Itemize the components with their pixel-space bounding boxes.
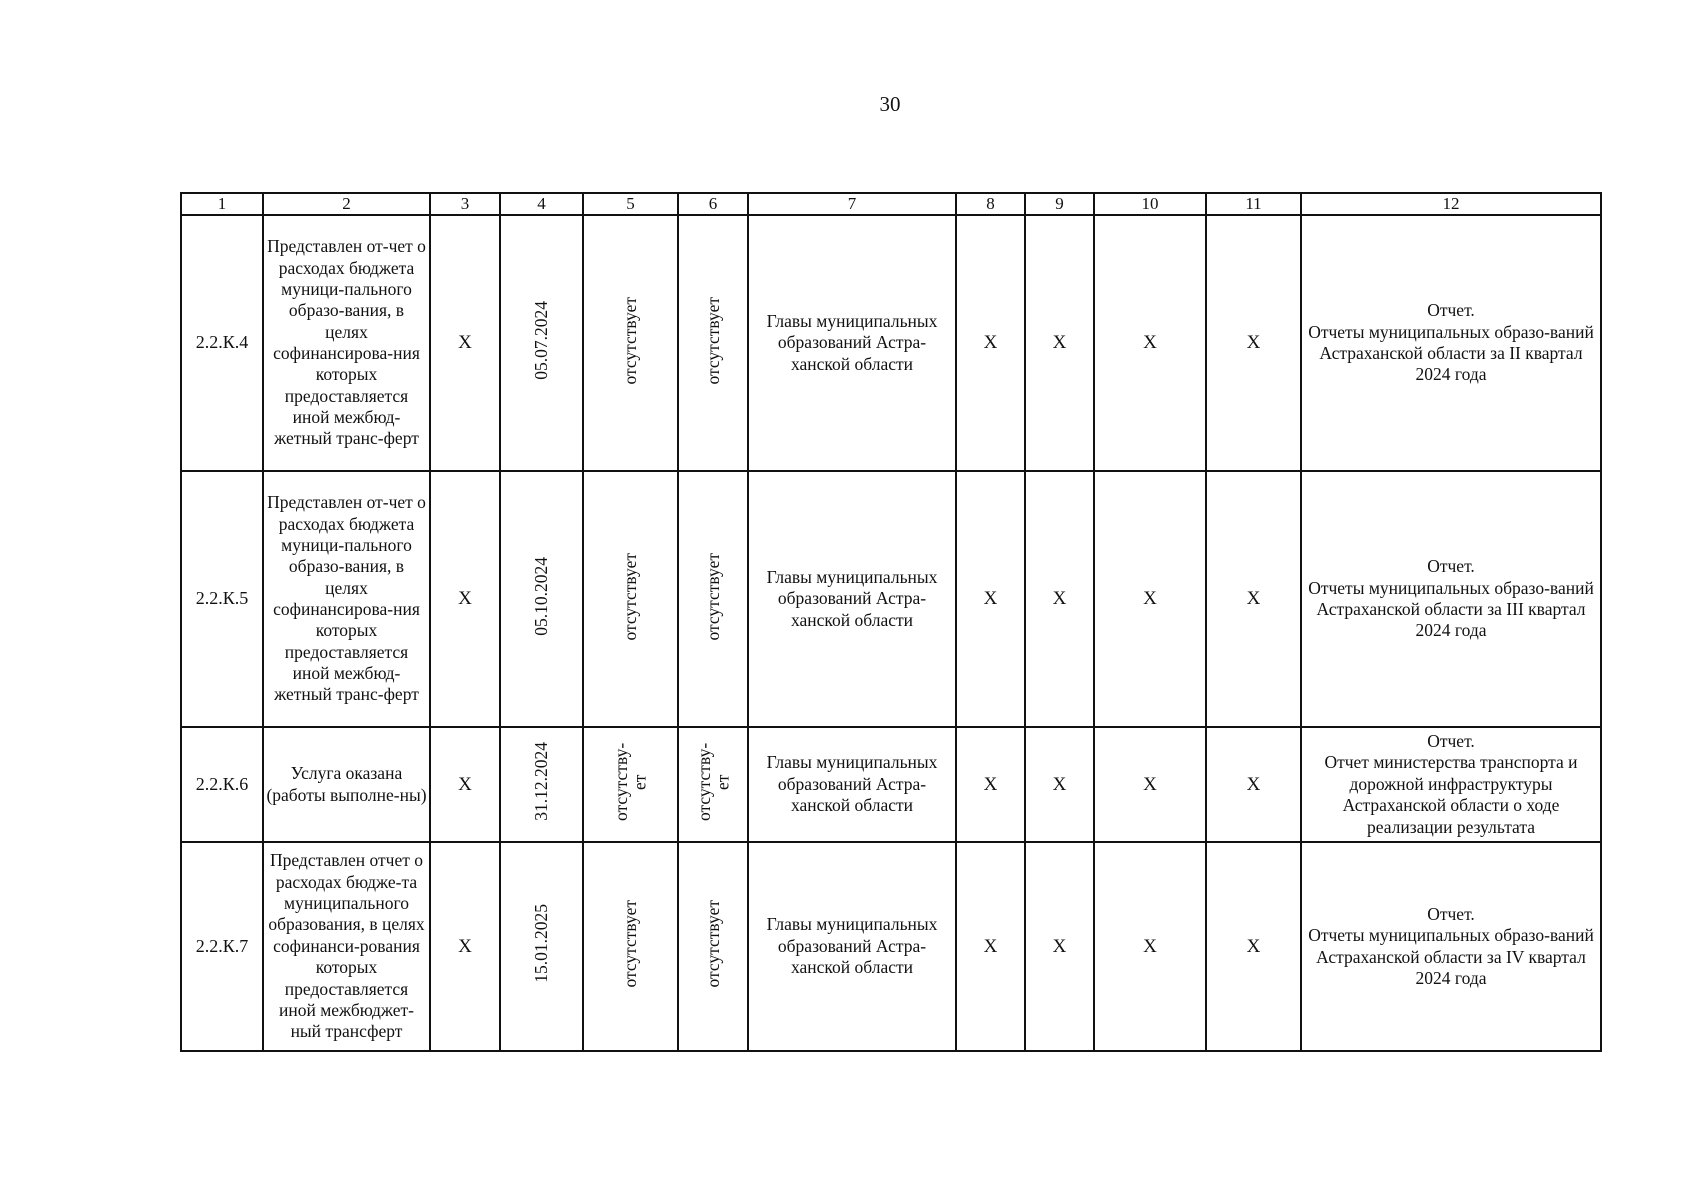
column-header: 9 — [1025, 193, 1094, 215]
row-responsible: Главы муниципальных образований Астра-ханской области — [748, 215, 956, 471]
table-header-row — [181, 193, 1601, 215]
col5-cell — [583, 471, 678, 727]
cell-x: X — [1206, 471, 1301, 727]
col5-cell — [583, 215, 678, 471]
result-text: Отчеты муниципальных образо-ваний Астраханской области за IV квартал 2024 года — [1308, 925, 1594, 988]
data-table — [180, 192, 1602, 1052]
row-col6: отсутствует — [702, 900, 723, 988]
row-code: 2.2.К.7 — [181, 842, 263, 1051]
row-date: 15.01.2025 — [531, 904, 552, 984]
cell-x: X — [430, 215, 500, 471]
result-text: Отчеты муниципальных образо-ваний Астраханской области за III квартал 2024 года — [1308, 577, 1594, 641]
row-description: Представлен отчет о расходах бюдже-та муниципального образования, в целях софинанси-рования которых предоставляется иной межбюджет-ный трансферт — [263, 842, 430, 1051]
cell-x: X — [956, 727, 1025, 842]
col6-cell — [678, 471, 748, 727]
row-responsible: Главы муниципальных образований Астра-ханской области — [748, 842, 956, 1051]
row-result — [1301, 215, 1601, 471]
row-col6: отсутству-ет — [693, 742, 732, 821]
row-result — [1301, 727, 1601, 842]
result-title: Отчет. — [1427, 731, 1475, 752]
date-cell — [500, 727, 583, 842]
column-header: 3 — [430, 193, 500, 215]
col6-cell — [678, 215, 748, 471]
row-result — [1301, 471, 1601, 727]
row-result — [1301, 842, 1601, 1051]
row-col5: отсутству-ет — [611, 742, 650, 821]
cell-x: X — [1094, 727, 1206, 842]
page-number: 30 — [879, 92, 901, 116]
column-header: 1 — [181, 193, 263, 215]
row-date: 05.10.2024 — [531, 556, 552, 636]
cell-x: X — [430, 842, 500, 1051]
row-col5: отсутствует — [620, 900, 641, 988]
date-cell — [500, 842, 583, 1051]
table-row — [181, 215, 1601, 471]
date-cell — [500, 215, 583, 471]
cell-x: X — [956, 471, 1025, 727]
result-text: Отчет министерства транспорта и дорожной инфраструктуры Астраханской области о ходе реализации результата — [1324, 752, 1578, 837]
cell-x: X — [956, 215, 1025, 471]
table-row — [181, 842, 1601, 1051]
column-header: 4 — [500, 193, 583, 215]
cell-x: X — [430, 471, 500, 727]
row-col5: отсутствует — [620, 296, 641, 385]
column-header: 6 — [678, 193, 748, 215]
row-description: Услуга оказана (работы выполне-ны) — [263, 727, 430, 842]
table-row — [181, 727, 1601, 842]
row-col6: отсутствует — [702, 552, 723, 641]
row-responsible: Главы муниципальных образований Астра-ханской области — [748, 727, 956, 842]
result-title: Отчет. — [1427, 300, 1475, 321]
cell-x: X — [1025, 727, 1094, 842]
row-responsible: Главы муниципальных образований Астра-ханской области — [748, 471, 956, 727]
cell-x: X — [1094, 471, 1206, 727]
column-header: 5 — [583, 193, 678, 215]
row-col5: отсутствует — [620, 552, 641, 641]
table-row — [181, 471, 1601, 727]
result-title: Отчет. — [1427, 556, 1475, 577]
row-code: 2.2.К.4 — [181, 215, 263, 471]
cell-x: X — [430, 727, 500, 842]
column-header: 2 — [263, 193, 430, 215]
cell-x: X — [956, 842, 1025, 1051]
cell-x: X — [1025, 471, 1094, 727]
date-cell — [500, 471, 583, 727]
cell-x: X — [1206, 215, 1301, 471]
column-header: 7 — [748, 193, 956, 215]
column-header: 11 — [1206, 193, 1301, 215]
col6-cell — [678, 842, 748, 1051]
row-date: 05.07.2024 — [531, 300, 552, 380]
cell-x: X — [1206, 727, 1301, 842]
row-description: Представлен от-чет о расходах бюджета муници-пального образо-вания, в целях софинансирова-ния которых предоставляется иной межбюд-жетный транс-ферт — [263, 215, 430, 471]
result-text: Отчеты муниципальных образо-ваний Астраханской области за II квартал 2024 года — [1308, 321, 1594, 385]
row-description: Представлен от-чет о расходах бюджета муници-пального образо-вания, в целях софинансирова-ния которых предоставляется иной межбюд-жетный транс-ферт — [263, 471, 430, 727]
col5-cell — [583, 727, 678, 842]
row-code: 2.2.К.6 — [181, 727, 263, 842]
col6-cell — [678, 727, 748, 842]
col5-cell — [583, 842, 678, 1051]
cell-x: X — [1025, 215, 1094, 471]
column-header: 8 — [956, 193, 1025, 215]
cell-x: X — [1094, 215, 1206, 471]
cell-x: X — [1206, 842, 1301, 1051]
column-header: 12 — [1301, 193, 1601, 215]
row-code: 2.2.К.5 — [181, 471, 263, 727]
column-header: 10 — [1094, 193, 1206, 215]
result-title: Отчет. — [1427, 903, 1475, 924]
row-col6: отсутствует — [702, 296, 723, 385]
cell-x: X — [1025, 842, 1094, 1051]
cell-x: X — [1094, 842, 1206, 1051]
row-date: 31.12.2024 — [531, 742, 552, 822]
